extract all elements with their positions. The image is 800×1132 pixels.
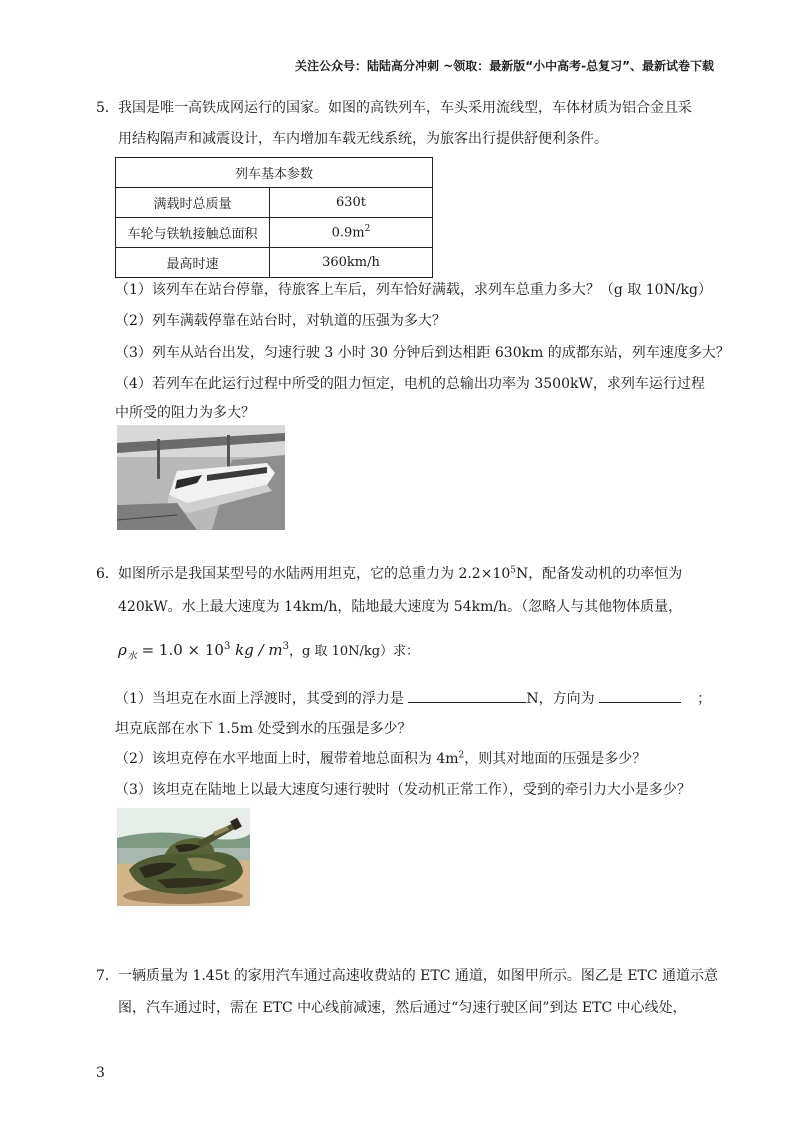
question-5-sub-3: （3）列车从站台出发，匀速行驶 3 小时 30 分钟后到达相距 630km 的成都东站，列车速度多大？ [115, 345, 730, 361]
formula-tail: ，g 取 10N/kg）求： [289, 644, 420, 659]
formula-value: = 1.0 × 10 [136, 641, 224, 659]
question-5-sub-1: （1）该列车在站台停靠，待旅客上车后，列车恰好满载，求列车总重力多大？（g 取 10N/kg） [115, 282, 712, 298]
question-7-number: 7． [96, 968, 119, 984]
table-cell-value: 630t [270, 188, 433, 218]
table-cell-value-area [270, 218, 433, 248]
water-density-formula [118, 641, 290, 662]
formula-rho: ρ [118, 641, 127, 659]
page-header: 关注公众号：陆陆高分冲刺 ~领取：最新版“小中高考-总复习”、最新试卷下载 [295, 59, 714, 73]
question-6-stem-part-b: N，配备发动机的功率恒为 [516, 566, 683, 582]
question-5-sub-4-line-2: 中所受的阻力为多大？ [115, 405, 255, 421]
table-cell-superscript: 2 [364, 224, 371, 235]
question-6-sub-1-line-2: 坦克底部在水下 1.5m 处受到水的压强是多少？ [115, 721, 412, 737]
question-6-sub-2-part-a: （2）该坦克停在水平地面上时，履带着地总面积为 4m [115, 751, 459, 767]
formula-unit-exponent: 3 [282, 641, 290, 652]
formula-rho-subscript: 水 [126, 651, 137, 662]
question-6-sub-2-part-b: ，则其对地面的压强是多少？ [464, 751, 647, 767]
water-density-formula-line [118, 640, 419, 662]
question-5-number: 5． [96, 100, 119, 116]
question-6-sub-2-superscript: 2 [458, 750, 465, 761]
question-6-sub-3: （3）该坦克在陆地上以最大速度匀速行驶时（发动机正常工作），受到的牵引力大小是多少？ [115, 782, 691, 798]
question-6-number: 6． [96, 566, 119, 582]
high-speed-train-photo [117, 425, 285, 530]
question-5-stem-line-1: 我国是唯一高铁成网运行的国家。如图的高铁列车，车头采用流线型，车体材质为铝合金且采 [118, 100, 692, 116]
question-5-sub-2: （2）列车满载停靠在站台时，对轨道的压强为多大？ [115, 313, 446, 329]
amphibious-tank-photo [117, 808, 250, 906]
train-parameters-table [115, 157, 433, 278]
question-5-sub-4-line-1: （4）若列车在此运行过程中所受的阻力恒定，电机的总输出功率为 3500kW，求列车运行过程 [115, 376, 705, 392]
table-cell-label: 满载时总质量 [116, 188, 270, 218]
question-6-sub-1-part-b: N，方向为 [526, 691, 595, 707]
table-cell-label: 最高时速 [116, 248, 270, 278]
table-cell-value: 360km/h [270, 248, 433, 278]
question-6-stem-superscript: 5 [510, 565, 516, 576]
table-row [116, 218, 433, 248]
question-6-sub-1 [115, 688, 711, 708]
table-row [116, 188, 433, 218]
question-6-stem-part-a: 如图所示是我国某型号的水陆两用坦克，它的总重力为 2.2×10 [118, 566, 511, 582]
question-6-stem-line-1 [118, 563, 682, 583]
formula-unit: kg / m [230, 641, 283, 659]
question-6-sub-2 [115, 748, 646, 768]
table-title: 列车基本参数 [116, 158, 433, 188]
page-number: 3 [96, 1065, 105, 1081]
question-6-sub-1-part-c: ； [697, 691, 712, 707]
formula-exponent: 3 [223, 641, 231, 652]
question-6-sub-1-part-a: （1）当坦克在水面上浮渡时，其受到的浮力是 [115, 691, 404, 707]
table-cell-value: 0.9m [331, 225, 365, 241]
question-7-stem-line-2: 图，汽车通过时，需在 ETC 中心线前减速，然后通过“匀速行驶区间”到达 ETC 中心线处， [118, 1000, 687, 1016]
table-row [116, 158, 433, 188]
table-row [116, 248, 433, 278]
direction-answer-blank[interactable] [599, 688, 681, 703]
table-cell-label: 车轮与铁轨接触总面积 [116, 218, 270, 248]
question-6-stem-line-2: 420kW。水上最大速度为 14km/h，陆地最大速度为 54km/h。（忽略人与其他物体质量， [118, 599, 683, 615]
question-5-stem-line-2: 用结构隔声和减震设计，车内增加车载无线系统，为旅客出行提供舒便利条件。 [118, 131, 608, 147]
question-7-stem-line-1: 一辆质量为 1.45t 的家用汽车通过高速收费站的 ETC 通道，如图甲所示。图乙是 ETC 通道示意 [118, 968, 719, 984]
buoyancy-answer-blank[interactable] [408, 688, 526, 703]
